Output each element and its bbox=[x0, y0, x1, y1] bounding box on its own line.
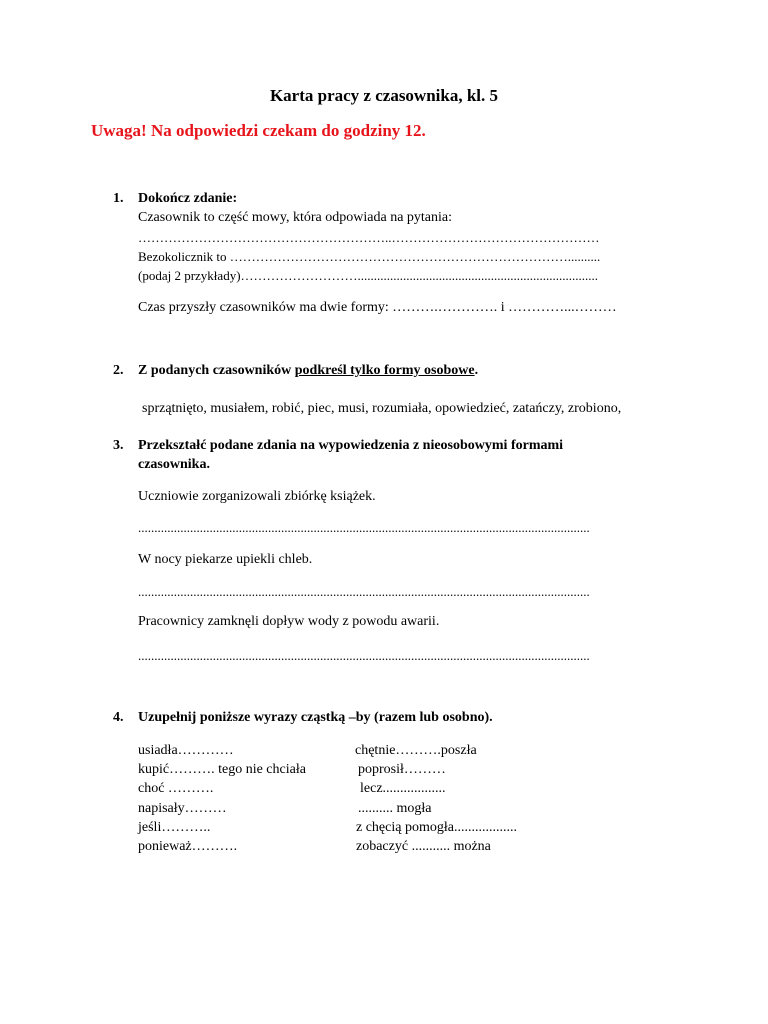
task3-answer-line-3: ........................................................................................................................................... bbox=[138, 648, 590, 663]
task4-left-item: choć ………. bbox=[138, 781, 214, 796]
task2-heading-underlined: podkreśl tylko formy osobowe bbox=[294, 363, 475, 378]
task3-answer-line-2: ........................................................................................................................................... bbox=[138, 584, 590, 599]
task4-right-item: z chęcią pomogła.................. bbox=[356, 820, 517, 835]
task4-left-item: kupić………. tego nie chciała bbox=[138, 762, 306, 777]
task4-right-item: poprosił……… bbox=[358, 762, 446, 777]
task3-answer-line-1: ........................................................................................................................................... bbox=[138, 520, 590, 535]
task3-sentence3: Pracownicy zamknęli dopływ wody z powodu awarii. bbox=[138, 614, 440, 629]
task2-number: 2. bbox=[113, 363, 124, 378]
task1-line1: Czasownik to część mowy, która odpowiada na pytania: bbox=[138, 210, 453, 225]
task4-number: 4. bbox=[113, 710, 124, 725]
task2-verb-list: sprzątnięto, musiałem, robić, piec, musi, rozumiała, opowiedzieć, zatańczy, zrobiono, bbox=[142, 401, 622, 416]
task1-infinitive-line: Bezokolicznik to …………………………………………………………………….......... bbox=[138, 249, 601, 264]
task3-sentence1: Uczniowie zorganizowali zbiórkę książek. bbox=[138, 489, 376, 504]
task1-answer-line: …………………………………………………..………………………………………… bbox=[138, 230, 600, 245]
task4-left-item: ponieważ………. bbox=[138, 839, 238, 854]
task4-left-item: napisały……… bbox=[138, 801, 227, 816]
task2-heading bbox=[138, 363, 478, 379]
task3-heading-line2: czasownika. bbox=[138, 457, 210, 472]
task4-right-item: zobaczyć ........... można bbox=[356, 839, 491, 854]
task3-heading-line1: Przekształć podane zdania na wypowiedzenia z nieosobowymi formami bbox=[138, 438, 564, 453]
task1-future-tense-line: Czas przyszły czasowników ma dwie formy: ……….…………. i …………...……… bbox=[138, 300, 617, 315]
worksheet-title: Karta pracy z czasownika, kl. 5 bbox=[269, 86, 499, 105]
warning-note: Uwaga! Na odpowiedzi czekam do godziny 12. bbox=[91, 121, 426, 140]
task4-heading: Uzupełnij poniższe wyrazy cząstką –by (razem lub osobno). bbox=[138, 710, 493, 725]
task4-left-item: usiadła………… bbox=[138, 743, 234, 758]
task4-right-item: lecz.................. bbox=[360, 781, 446, 796]
task4-right-item: .......... mogła bbox=[358, 801, 432, 816]
task2-heading-post: . bbox=[474, 363, 479, 378]
task4-right-item: chętnie……….poszła bbox=[355, 743, 477, 758]
task4-left-item: jeśli……….. bbox=[138, 820, 211, 835]
task1-heading: Dokończ zdanie: bbox=[138, 191, 238, 206]
task3-sentence2: W nocy piekarze upiekli chleb. bbox=[138, 552, 313, 567]
task3-number: 3. bbox=[113, 438, 124, 453]
task1-examples-line: (podaj 2 przykłady)……………………….......................................................................... bbox=[138, 268, 599, 283]
task1-number: 1. bbox=[113, 191, 124, 206]
task2-heading-pre: Z podanych czasowników bbox=[138, 363, 295, 378]
